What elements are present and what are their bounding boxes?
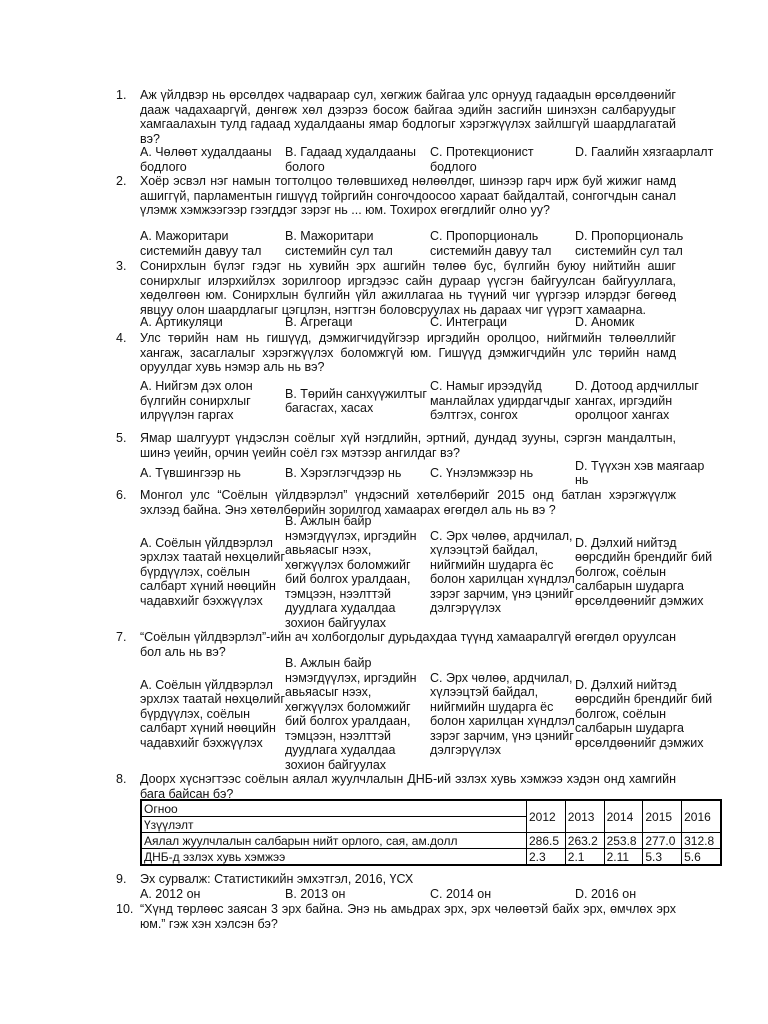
- table-year: 2016: [682, 800, 721, 833]
- question-5: [116, 431, 676, 460]
- option-a[interactable]: A. 2012 он: [140, 887, 201, 901]
- option-c-label: C. Эрх чөлөө, ардчилал, хүлээцтэй байдал, нийгмийн шударга ёс болон харилцан хүндлэл зэрэг зарчим, үнэ цэнийг дэлгэрүүлэх: [430, 528, 575, 615]
- question-number: 10.: [116, 902, 134, 916]
- option-c[interactable]: C. Пропорциональ системийн давуу тал: [430, 229, 552, 258]
- question-number: 1.: [116, 88, 127, 102]
- option-a-label: A. Түвшингээр нь: [140, 465, 241, 480]
- source-note: Эх сурвалж: Статистикийн эмхэтгэл, 2016, ҮСХ: [140, 872, 414, 886]
- question-number: 7.: [116, 630, 127, 644]
- table-cell: 253.8: [604, 833, 643, 849]
- question-9-options: [140, 887, 700, 902]
- option-b-label: B. Ажлын байр нэмэгдүүлэх, иргэдийн авьяасыг нээх, хөгжүүлэх боломжийг бий болгох уралдаан, тэмцээн, нээлттэй дуудлага худалдаа зохион байгуулах: [285, 514, 417, 630]
- option-a-label: A. Соёлын үйлдвэрлэл эрхлэх таатай нөхцөлийг бүрдүүлэх, соёлын салбарт хүний нөөцийн чадавхийг бэхжүүлэх: [140, 535, 285, 608]
- option-b-label: B. Ажлын байр нэмэгдүүлэх, иргэдийн авьяасыг нээх, хөгжүүлэх боломжийг бий болгох уралдаан, тэмцээн, нээлттэй дуудлага худалдаа зохион байгуулах: [285, 656, 417, 772]
- table-cell: 277.0: [643, 833, 682, 849]
- question-number: 4.: [116, 331, 127, 345]
- table-row: [141, 800, 721, 817]
- option-c-label: C. Намыг ирээдүйд манлайлах удирдагчдыг бэлтгэх, сонгох: [430, 379, 571, 423]
- option-b[interactable]: B. 2013 он: [285, 887, 346, 901]
- question-6: [116, 488, 676, 517]
- question-9: [116, 872, 676, 887]
- question-text: Сонирхлын бүлэг гэдэг нь хувийн эрх ашгийн төлөө бус, бүлгийн буюу нийтийн ашиг сонирхлыг илэрхийлэх зорилгоор иргэдээс сайн дураар үүсгэн байгуулсан байгууллага, хөдөлгөөн юм. Сонирхлын бүлгийн үйл ажиллагаа нь түүний чиг үүргээр илэрдэг бөгөөд явцуу олон шаардлагыг цэгцлэн, нэгтгэн боловсруулах нь дараах чиг үүрэгт хамаарна.: [140, 259, 676, 317]
- option-b[interactable]: B. Гадаад худалдааны бологo: [285, 145, 416, 174]
- option-d-label: D. Дэлхий нийтэд өөрсдийн брендийг бий болгож, соёлын салбарын шударга өрсөлдөөнийг дэмжих: [575, 535, 713, 608]
- option-a-label: A. Соёлын үйлдвэрлэл эрхлэх таатай нөхцөлийг бүрдүүлэх, соёлын салбарт хүний нөөцийн чадавхийг бэхжүүлэх: [140, 677, 285, 750]
- option-b-label: B. Хэрэглэгчдээр нь: [285, 465, 402, 480]
- option-a[interactable]: [140, 373, 285, 429]
- question-3: [116, 259, 676, 317]
- question-text: “Хүнд төрлөөс заясан 3 эрх байна. Энэ нь амьдрах эрх, эрх чөлөөтэй байх эрх, өмчлөх эрх юм.” гэж хэн хэлсэн бэ?: [140, 902, 676, 931]
- table-cell: 286.5: [527, 833, 566, 849]
- option-d[interactable]: [575, 459, 720, 487]
- question-text: “Соёлын үйлдвэрлэл”-ийн ач холбогдолыг дурьдахдаа түүнд хамааралгүй өгөгдөл оруулсан бол аль нь вэ?: [140, 630, 676, 659]
- table-year: 2014: [604, 800, 643, 833]
- question-3-options: [140, 315, 700, 330]
- table-header-indicator: Үзүүлэлт: [141, 817, 527, 833]
- option-d[interactable]: [575, 516, 720, 628]
- question-7-options: [140, 656, 713, 772]
- option-a[interactable]: [140, 516, 285, 628]
- option-d[interactable]: [575, 658, 720, 770]
- option-a[interactable]: [140, 658, 285, 770]
- question-number: 5.: [116, 431, 127, 445]
- table-row: [141, 849, 721, 866]
- option-b[interactable]: [285, 516, 430, 628]
- option-a[interactable]: A. Мажоритари системийн давуу тал: [140, 229, 262, 258]
- question-text: Ямар шалгуурт үндэслэн соёлыг хүй нэгдлийн, эртний, дундад зууны, сэргэн мандалтын, шинэ үеийн, орчин үеийн соёл гэх мэтээр ангилдаг вэ?: [140, 431, 676, 460]
- table-row-label: Аялал жуулчлалын салбарын нийт орлого, сая, ам.долл: [141, 833, 527, 849]
- option-d-label: D. Дэлхий нийтэд өөрсдийн брендийг бий болгож, соёлын салбарын шударга өрсөлдөөнийг дэмжих: [575, 677, 713, 750]
- question-text: Аж үйлдвэр нь өрсөлдөх чадвараар сул, хөгжиж байгаа улс орнууд гадаадын өрсөлдөөнийг дааж чадахааргүй, дөнгөж хөл дээрээ босож байгаа эдийн засгийн шинэхэн салбаруудыг хамгаалахын тулд гадаад худалдааны ямар бодлогыг хэрэгжүүлэх зайлшгүй шаардлагатай вэ?: [140, 88, 676, 146]
- table-cell: 2.11: [604, 849, 643, 866]
- question-number: 3.: [116, 259, 127, 273]
- table-year: 2012: [527, 800, 566, 833]
- question-text: Доорх хүснэгтээс соёлын аялал жуулчлалын ДНБ-ий эзлэх хувь хэмжээ хэдэн онд хамгийн бага байсан бэ?: [140, 772, 676, 801]
- question-2-options: [140, 229, 700, 258]
- option-c[interactable]: C. Интеграци: [430, 315, 508, 329]
- table-year: 2015: [643, 800, 682, 833]
- table-row: [141, 833, 721, 849]
- question-8: [116, 772, 676, 801]
- option-a[interactable]: [140, 459, 285, 487]
- option-b[interactable]: B. Агрегаци: [285, 315, 353, 329]
- option-c[interactable]: [430, 516, 575, 628]
- question-5-options: [140, 458, 705, 487]
- option-d[interactable]: D. 2016 он: [575, 887, 637, 901]
- table-cell: 5.3: [643, 849, 682, 866]
- option-a[interactable]: A. Артикуляци: [140, 315, 223, 329]
- question-text: Монгол улс “Соёлын үйлдвэрлэл” үндэсний хөтөлбөрийг 2015 онд батлан хэрэгжүүлж эхлээд байна. Энэ хөтөлбөрийн зорилгод хамаарах өгөгдөл аль нь вэ ?: [140, 488, 676, 517]
- question-1-options: [140, 145, 714, 174]
- question-10: [116, 902, 676, 931]
- option-b[interactable]: B. Мажоритари системийн сул тал: [285, 229, 393, 258]
- option-d[interactable]: D. Аномик: [575, 315, 635, 329]
- option-c[interactable]: [430, 459, 575, 487]
- option-c[interactable]: C. 2014 он: [430, 887, 492, 901]
- question-text: Хоёр эсвэл нэг намын тогтолцоо төлөвшихөд нөлөөлдөг, шинээр гарч ирж буй жижиг намд ашиггүй, парламентын гишүүд тойргийн сонгочдоосоо хараат байдалтай, сонгогчдын санал үлэмж хэмжээгээр гээгддэг зэрэг нь ... юм. Тохирох өгөгдлийг олно уу?: [140, 174, 676, 217]
- question-2: [116, 174, 676, 218]
- option-c[interactable]: [430, 658, 575, 770]
- option-a[interactable]: A. Чөлөөт худалдааны бодлого: [140, 145, 272, 174]
- option-b[interactable]: [285, 373, 430, 429]
- question-4-options: [140, 373, 700, 429]
- question-1: [116, 88, 676, 146]
- table-cell: 5.6: [682, 849, 721, 866]
- option-d[interactable]: [575, 373, 720, 429]
- table-row-label: ДНБ-д эзлэх хувь хэмжээ: [141, 849, 527, 866]
- table-cell: 263.2: [565, 833, 604, 849]
- question-number: 2.: [116, 174, 127, 188]
- option-b[interactable]: [285, 459, 430, 487]
- option-a-label: A. Нийгэм дэх олон бүлгийн сонирхлыг илрүүлэн гаргах: [140, 379, 253, 423]
- question-number: 9.: [116, 872, 127, 886]
- option-d[interactable]: D. Гаалийн хязгаарлалт: [575, 145, 714, 159]
- table-header-date: Огноо: [141, 800, 527, 817]
- table-year: 2013: [565, 800, 604, 833]
- option-c-label: C. Эрх чөлөө, ардчилал, хүлээцтэй байдал, нийгмийн шударга ёс болон харилцан хүндлэл зэрэг зарчим, үнэ цэнийг дэлгэрүүлэх: [430, 670, 575, 757]
- question-4: [116, 331, 676, 375]
- option-d-label: D. Түүхэн хэв маягаар нь: [575, 458, 705, 487]
- table-cell: 2.3: [527, 849, 566, 866]
- question-number: 6.: [116, 488, 127, 502]
- question-text: Улс төрийн нам нь гишүүд, дэмжигчидүйгээр иргэдийн оролцоо, нийгмийн төлөөллийг хангаж, засаглалыг хэрэгжүүлэх боломжгүй юм. Гишүүд дэмжигчдийн улс төрийн намд оруулдаг хувь нэмэр аль нь вэ?: [140, 331, 676, 374]
- option-c[interactable]: [430, 373, 575, 429]
- question-6-options: [140, 514, 713, 630]
- question-number: 8.: [116, 772, 127, 786]
- option-c[interactable]: C. Протекционист бодлого: [430, 145, 534, 174]
- table-cell: 2.1: [565, 849, 604, 866]
- option-b-label: B. Төрийн санхүүжилтыг багасгах, хасах: [285, 386, 427, 415]
- option-c-label: C. Үнэлэмжээр нь: [430, 465, 534, 480]
- option-b[interactable]: [285, 658, 430, 770]
- data-table: [140, 799, 722, 866]
- table-cell: 312.8: [682, 833, 721, 849]
- question-7: [116, 630, 676, 659]
- option-d[interactable]: D. Пропорциональ системийн сул тал: [575, 229, 684, 258]
- option-d-label: D. Дотоод ардчиллыг хангах, иргэдийн оролцоог хангах: [575, 379, 699, 423]
